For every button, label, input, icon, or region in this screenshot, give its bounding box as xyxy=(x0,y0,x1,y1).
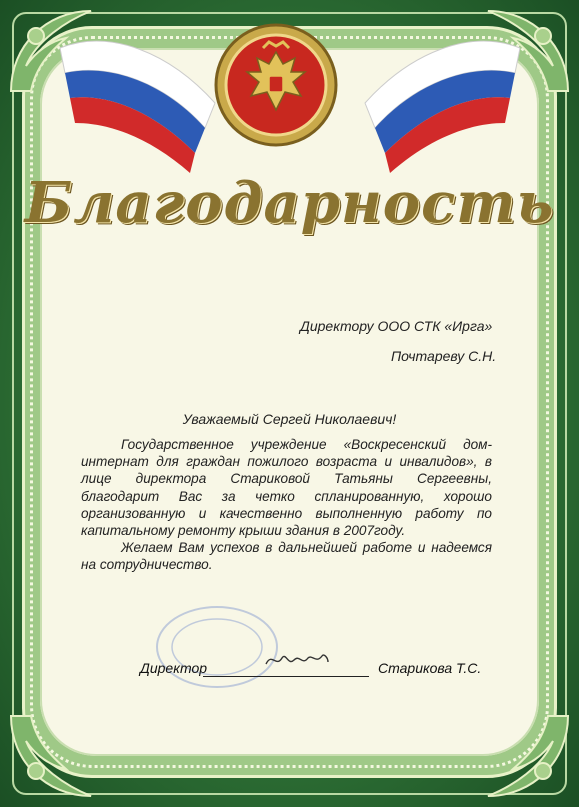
letter-body xyxy=(81,436,492,574)
certificate-heading: Благодарность xyxy=(24,170,555,236)
signatory-name: Старикова Т.С. xyxy=(378,660,482,676)
addressee-name: Почтареву С.Н. xyxy=(391,348,497,364)
body-paragraph: Государственное учреждение «Воскресенский дом-интернат для граждан пожилого возраста и инвалидов», в лице директора Стариковой Татьяны Сергеевны, благодарит Вас за четко спланированную, хорошо организованную и качественно выполненную работу по капитальному ремонту крыши здания в 2007году. xyxy=(81,437,492,539)
salutation: Уважаемый Сергей Николаевич! xyxy=(182,411,397,427)
signatory-title: Директор xyxy=(140,660,208,676)
body-paragraph: Желаем Вам успехов в дальнейшей работе и надеемся на сотрудничество. xyxy=(81,540,492,573)
handwritten-signature-icon xyxy=(262,644,332,674)
addressee-position: Директору ООО СТК «Ирга» xyxy=(300,318,493,334)
double-headed-eagle-emblem-icon xyxy=(213,22,339,148)
signature-line xyxy=(203,676,369,677)
